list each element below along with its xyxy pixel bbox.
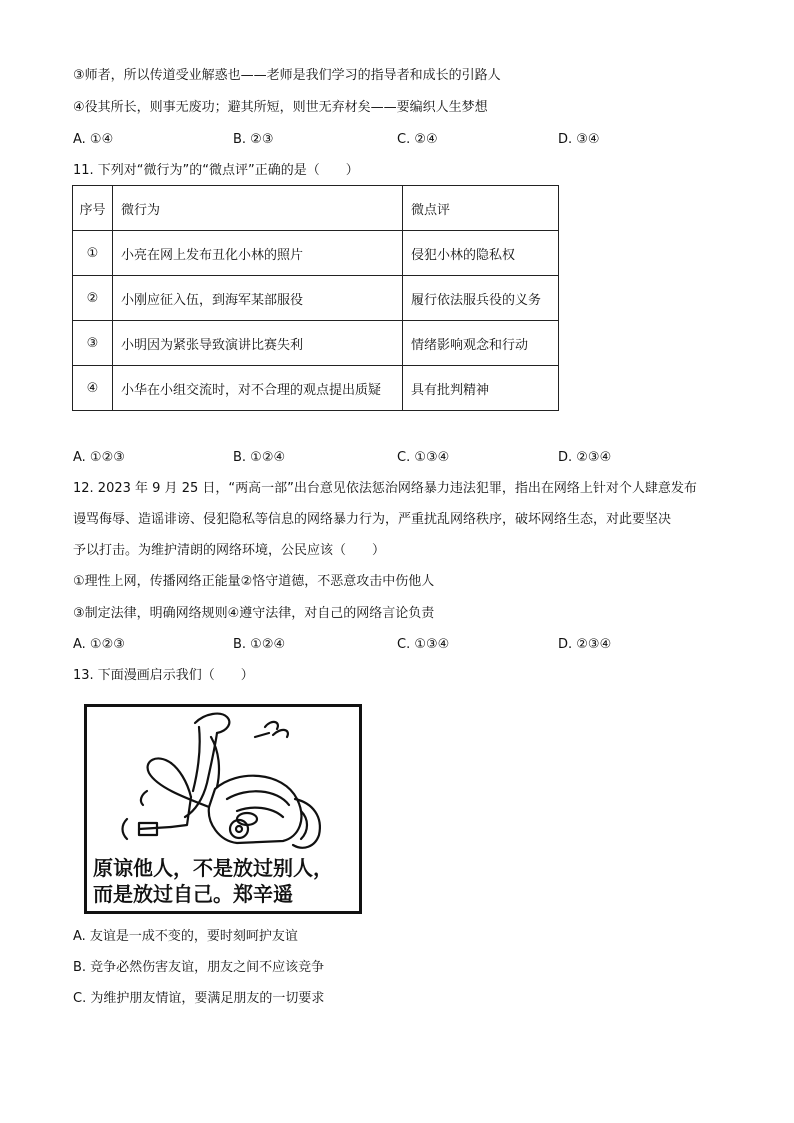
table-cell: 小亮在网上发布丑化小林的照片: [113, 231, 403, 276]
q12-stem-line-3: 予以打击。为维护清朗的网络环境，公民应该（ ）: [73, 543, 386, 558]
table-cell: 小明因为紧张导致演讲比赛失利: [113, 321, 403, 366]
q12-items-line-1: ①理性上网，传播网络正能量②恪守道德，不恶意攻击中伤他人: [73, 574, 435, 589]
q11-option-a: A. ①②③: [73, 450, 125, 465]
q12-option-b: B. ①②④: [233, 637, 286, 652]
table-cell: 小华在小组交流时，对不合理的观点提出质疑: [113, 366, 403, 411]
table-header-row: [73, 186, 559, 231]
table-header-cell: 微点评: [403, 186, 559, 231]
q12-stem-line-1: 12. 2023 年 9 月 25 日，“两高一部”出台意见依法惩治网络暴力违法犯罪，指出在网络上针对个人肆意发布: [73, 481, 697, 496]
table-header-cell: 序号: [73, 186, 113, 231]
table-cell: ④: [73, 366, 113, 411]
q10-item-3: ③师者，所以传道受业解惑也——老师是我们学习的指导者和成长的引路人: [73, 68, 501, 83]
comic-caption-line-2: 而是放过自己。郑辛遥: [93, 882, 293, 906]
q13-option-a: A. 友谊是一成不变的，要时刻呵护友谊: [73, 929, 298, 944]
table-cell: ③: [73, 321, 113, 366]
q11-option-c: C. ①③④: [397, 450, 450, 465]
q10-options: [73, 130, 733, 150]
q13-option-c: C. 为维护朋友情谊，要满足朋友的一切要求: [73, 991, 325, 1006]
q10-option-a: A. ①④: [73, 132, 114, 147]
table-row: [73, 321, 559, 366]
q11-stem: 11. 下列对“微行为”的“微点评”正确的是（ ）: [73, 163, 359, 178]
q13-stem: 13. 下面漫画启示我们（ ）: [73, 668, 254, 683]
q10-option-d: D. ③④: [558, 132, 600, 147]
q11-options: [73, 448, 733, 468]
q12-option-a: A. ①②③: [73, 637, 125, 652]
q10-item-4: ④役其所长，则事无废功；避其所短，则世无弃材矣——要编织人生梦想: [73, 100, 488, 115]
table-cell: ①: [73, 231, 113, 276]
table-row: [73, 276, 559, 321]
table-cell: 小刚应征入伍，到海军某部服役: [113, 276, 403, 321]
q10-option-b: B. ②③: [233, 132, 274, 147]
q12-stem-line-2: 谩骂侮辱、造谣诽谤、侵犯隐私等信息的网络暴力行为，严重扰乱网络秩序，破坏网络生态，对此要坚决: [73, 512, 672, 527]
table-cell: 具有批判精神: [403, 366, 559, 411]
q12-option-d: D. ②③④: [558, 637, 612, 652]
q11-option-d: D. ②③④: [558, 450, 612, 465]
q12-items-line-2: ③制定法律，明确网络规则④遵守法律，对自己的网络言论负责: [73, 606, 435, 621]
table-cell: 履行依法服兵役的义务: [403, 276, 559, 321]
q13-option-b: B. 竞争必然伤害友谊，朋友之间不应该竞争: [73, 960, 325, 975]
q12-options: [73, 635, 733, 655]
q12-option-c: C. ①③④: [397, 637, 450, 652]
table-row: [73, 366, 559, 411]
table-row: [73, 231, 559, 276]
q11-option-b: B. ①②④: [233, 450, 286, 465]
table-cell: ②: [73, 276, 113, 321]
comic-illustration: [84, 704, 362, 914]
q10-option-c: C. ②④: [397, 132, 438, 147]
comic-caption-line-1: 原谅他人，不是放过别人，: [93, 856, 333, 880]
comic-caption: [93, 855, 357, 907]
table-header-cell: 微行为: [113, 186, 403, 231]
q11-table: [72, 185, 559, 411]
table-cell: 侵犯小林的隐私权: [403, 231, 559, 276]
table-cell: 情绪影响观念和行动: [403, 321, 559, 366]
